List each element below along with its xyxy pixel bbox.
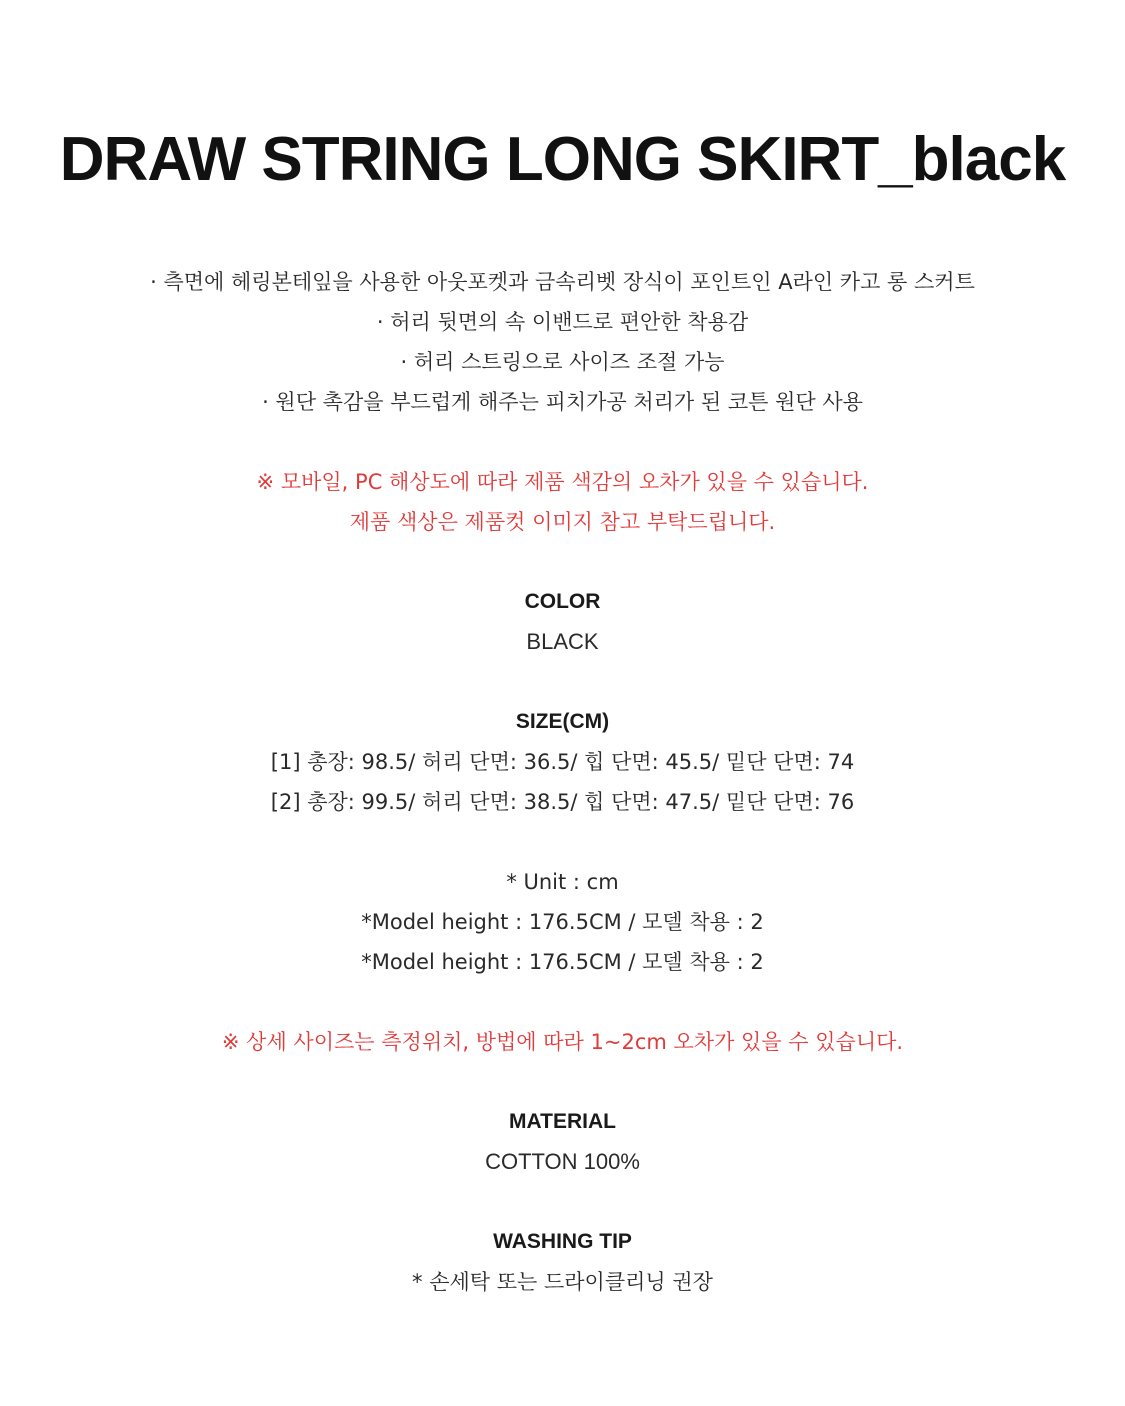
washing-tip-value: * 손세탁 또는 드라이클리닝 권장	[412, 1270, 713, 1294]
size-notice: ※ 상세 사이즈는 측정위치, 방법에 따라 1~2cm 오차가 있을 수 있습니다.	[221, 1030, 904, 1054]
material-heading: MATERIAL	[509, 1110, 616, 1133]
size-row-2: [2] 총장: 99.5/ 허리 단면: 38.5/ 힙 단면: 47.5/ 밑단 단면: 76	[270, 790, 855, 814]
washing-tip-heading: WASHING TIP	[493, 1230, 632, 1253]
unit-note: * Unit : cm	[506, 870, 619, 894]
size-heading: SIZE(CM)	[515, 710, 610, 733]
model-height-note-1: *Model height : 176.5CM / 모델 착용 : 2	[361, 910, 764, 934]
material-value: COTTON 100%	[485, 1149, 640, 1174]
model-height-note-2: *Model height : 176.5CM / 모델 착용 : 2	[361, 950, 764, 974]
color-value: BLACK	[526, 629, 599, 654]
feature-line-2: · 허리 뒷면의 속 이밴드로 편안한 착용감	[376, 310, 749, 334]
feature-line-4: · 원단 촉감을 부드럽게 해주는 피치가공 처리가 된 코튼 원단 사용	[262, 390, 863, 414]
size-row-1: [1] 총장: 98.5/ 허리 단면: 36.5/ 힙 단면: 45.5/ 밑단 단면: 74	[270, 750, 855, 774]
feature-line-3: · 허리 스트링으로 사이즈 조절 가능	[400, 350, 725, 374]
feature-line-1: · 측면에 헤링본테잎을 사용한 아웃포켓과 금속리벳 장식이 포인트인 A라인 카고 롱 스커트	[150, 270, 975, 294]
product-title: DRAW STRING LONG SKIRT_black	[59, 125, 1066, 194]
color-heading: COLOR	[524, 590, 601, 613]
color-notice-line-2: 제품 색상은 제품컷 이미지 참고 부탁드립니다.	[349, 510, 776, 534]
color-notice-line-1: ※ 모바일, PC 해상도에 따라 제품 색감의 오차가 있을 수 있습니다.	[256, 470, 869, 494]
